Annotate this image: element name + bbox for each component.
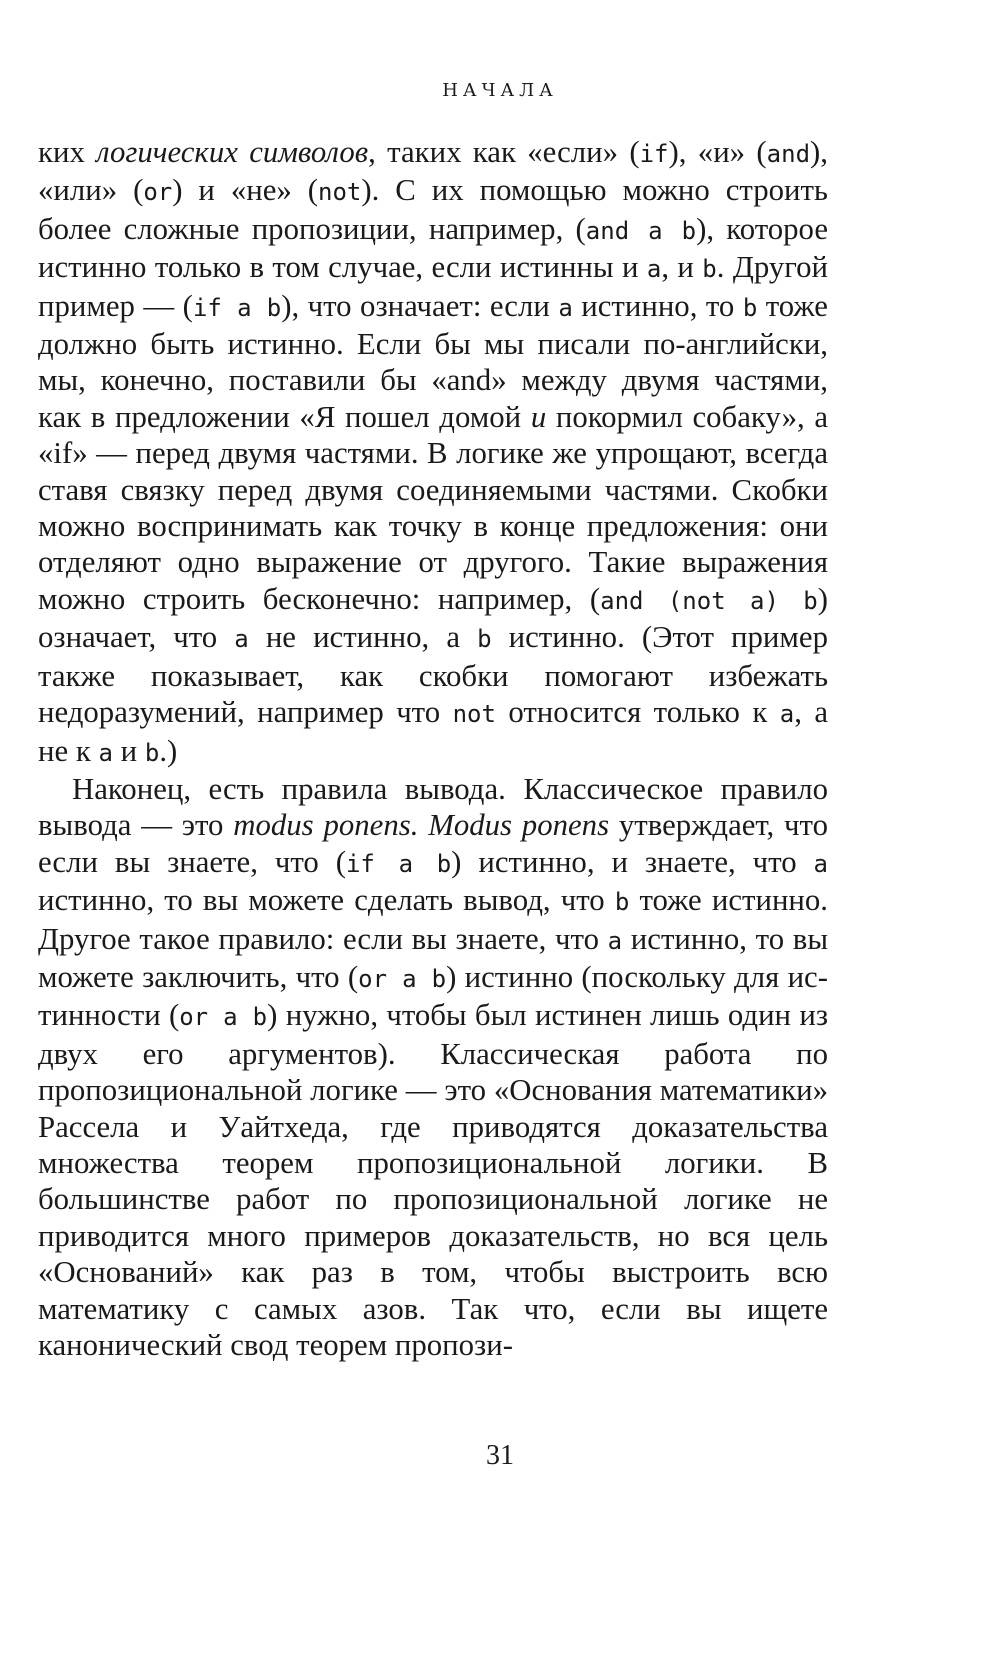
text-run: покормил собаку», а «if» — перед двумя частями. В логике же упрощают, всегда ставя связку перед двумя соединяемыми частями. Скобки можно воспринимать как точку в конце предложения: они отделяют одно выражение от другого. Такие выражения можно строить бесконечно: например, (: [38, 399, 828, 616]
text-run: тоже истинно. Другое такое правило: если вы знаете, что: [38, 883, 828, 956]
paragraph-2: [38, 771, 828, 1364]
text-run: ), «и» (: [668, 135, 767, 169]
text-run: .): [159, 733, 178, 768]
code-term: b: [702, 255, 717, 284]
code-term: or: [143, 178, 173, 207]
code-term: not: [318, 178, 362, 207]
code-term: a: [779, 700, 795, 729]
text-run: ), что означает: если: [281, 288, 559, 323]
code-term: if: [639, 140, 669, 168]
text-run: ) истинно, и знаете, что: [451, 844, 814, 879]
code-term: not: [452, 700, 496, 729]
text-run: ) означает, что: [38, 581, 829, 655]
code-term: a: [813, 849, 828, 878]
code-term: a: [558, 293, 573, 322]
text-run: истинно. (Этот пример также показывает, как скобки помогают избежать недоразумений, например что: [38, 620, 828, 730]
code-term: and: [766, 140, 811, 168]
text-run: истинно, то: [572, 288, 743, 323]
text-run: ) нужно, чтобы был истинен лишь один из двух его аргументов). Классическая работа по пропозициональной логике — это «Основания математики» Рассела и Уайтхеда, где приводятся доказательства множества теорем пропозициональной логики. В большинстве работ по пропозициональной логике не приводится много примеров доказательств, но вся цель «Оснований» как раз в том, чтобы выстроить всю математику с самых азов. Так что, если вы ищете канонический свод теорем пропози-: [38, 998, 828, 1362]
text-run: ), которое истинно только в том случае, если истинны и: [38, 211, 828, 285]
page-number: 31: [486, 1440, 514, 1471]
code-term: a: [234, 625, 249, 654]
text-run: ких: [38, 135, 97, 169]
italic-term: и: [530, 399, 547, 434]
italic-term: логических символов: [96, 135, 369, 169]
code-term: a: [98, 738, 113, 767]
text-run: истинно, то вы можете заключить, что (: [38, 921, 829, 994]
code-term: if a b: [345, 849, 452, 878]
text-run: ) истинно (поскольку для истинности (: [38, 959, 828, 1033]
text-run: , а не к: [38, 695, 828, 768]
code-term: a: [607, 926, 623, 955]
text-run: относится только к: [495, 695, 780, 730]
paragraph-1: [38, 134, 828, 771]
code-term: b: [477, 625, 492, 654]
code-term: b: [144, 738, 160, 767]
code-term: and (not a) b: [600, 586, 818, 615]
italic-term: modus ponens. Modus ponens: [233, 808, 610, 843]
code-term: a: [646, 255, 662, 284]
code-term: or a b: [179, 1003, 268, 1032]
text-run: ) и «не» (: [172, 173, 319, 208]
text-run: . Другой пример — (: [38, 250, 828, 323]
text-run: не истинно, а: [248, 620, 478, 655]
text-run: , и: [661, 250, 703, 285]
text-run: ). С их помощью можно строить более сложные пропозиции, например, (: [38, 173, 828, 246]
running-head: НАЧАЛА: [442, 80, 558, 101]
text-run: Наконец, есть правила вывода. Классическое правило вывода — это: [38, 771, 828, 843]
text-run: тоже должно быть истинно. Если бы мы писали по-английски, мы, конечно, поставили бы «and» между двумя частями, как в предложении «Я пошел домой: [38, 288, 828, 434]
text-run: , таких как «если» (: [368, 135, 640, 169]
text-run: утверждает, что если вы знаете, что (: [38, 808, 828, 879]
code-term: if a b: [192, 293, 282, 322]
body-text: [38, 134, 828, 1363]
code-term: or a b: [358, 964, 447, 993]
text-run: истинно, то вы можете сделать вывод, что: [38, 883, 615, 918]
text-run: и: [112, 733, 145, 768]
code-term: and a b: [585, 216, 697, 245]
code-term: b: [614, 888, 630, 917]
text-run: ), «или» (: [38, 135, 828, 208]
code-term: b: [742, 293, 758, 322]
